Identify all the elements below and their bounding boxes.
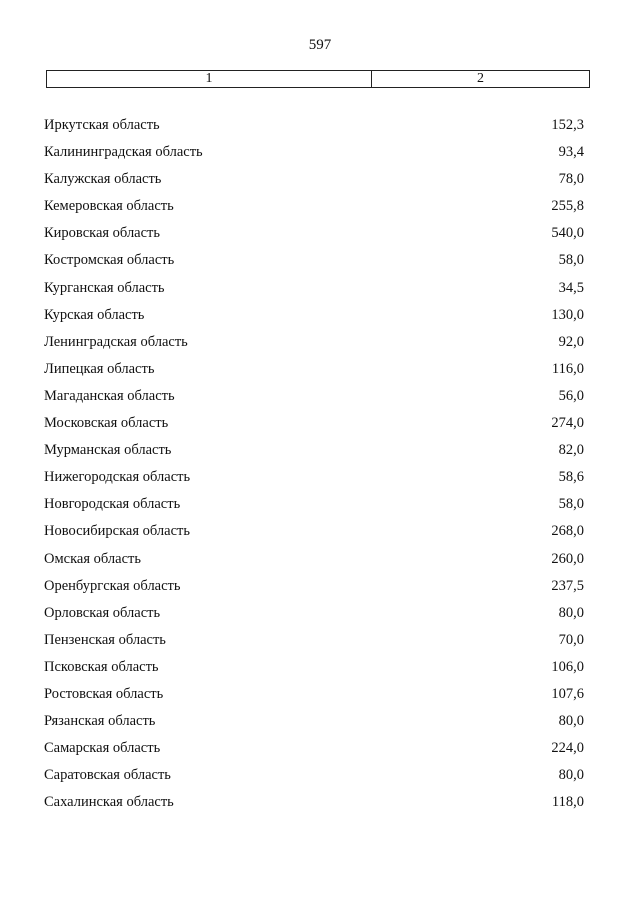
region-name: Ленинградская область bbox=[44, 333, 188, 350]
table-row bbox=[0, 413, 640, 440]
table-row bbox=[0, 684, 640, 711]
region-name: Курганская область bbox=[44, 279, 165, 296]
region-name: Иркутская область bbox=[44, 117, 160, 133]
column-1-number: 1 bbox=[47, 71, 372, 87]
table-row bbox=[0, 657, 640, 684]
region-name: Кемеровская область bbox=[44, 198, 174, 215]
region-value: 116,0 bbox=[551, 360, 584, 377]
region-value: 130,0 bbox=[551, 306, 584, 323]
region-name: Пензенская область bbox=[44, 631, 166, 648]
region-value: 80,0 bbox=[558, 604, 584, 621]
table-row bbox=[0, 630, 640, 657]
table-row bbox=[0, 494, 640, 521]
region-name: Самарская область bbox=[44, 740, 161, 757]
region-name: Оренбургская область bbox=[44, 577, 181, 594]
table-row bbox=[0, 603, 640, 630]
table-row bbox=[0, 521, 640, 548]
region-name: Мурманская область bbox=[44, 442, 172, 459]
table-row bbox=[0, 250, 640, 277]
region-value: 70,0 bbox=[558, 631, 584, 648]
region-value: 82,0 bbox=[558, 442, 584, 459]
column-2-number: 2 bbox=[477, 71, 484, 86]
region-value: 118,0 bbox=[551, 794, 584, 811]
table-row bbox=[0, 305, 640, 332]
table-row bbox=[0, 278, 640, 305]
region-value-list bbox=[0, 115, 640, 819]
region-name: Саратовская область bbox=[44, 767, 171, 784]
region-value: 260,0 bbox=[551, 550, 584, 567]
table-row bbox=[0, 115, 640, 142]
region-name: Псковская область bbox=[44, 658, 159, 675]
region-value: 34,5 bbox=[558, 279, 584, 296]
table-row bbox=[0, 169, 640, 196]
region-name: Кировская область bbox=[44, 225, 161, 242]
region-value: 58,0 bbox=[558, 252, 584, 269]
table-row bbox=[0, 142, 640, 169]
page-number: 597 bbox=[308, 37, 332, 53]
region-value: 93,4 bbox=[558, 144, 584, 161]
region-name: Курская область bbox=[44, 306, 145, 323]
region-value: 58,0 bbox=[558, 496, 584, 513]
region-value: 80,0 bbox=[558, 767, 584, 784]
table-row bbox=[0, 359, 640, 386]
table-row bbox=[0, 223, 640, 250]
region-name: Сахалинская область bbox=[44, 794, 174, 811]
region-name: Ростовская область bbox=[44, 685, 164, 702]
table-row bbox=[0, 576, 640, 603]
region-value: 80,0 bbox=[558, 713, 584, 730]
table-row bbox=[0, 467, 640, 494]
region-name: Магаданская область bbox=[44, 387, 175, 404]
region-value: 268,0 bbox=[551, 523, 584, 540]
region-name: Костромская область bbox=[44, 252, 175, 269]
region-name: Орловская область bbox=[44, 604, 161, 621]
table-row bbox=[0, 738, 640, 765]
region-name: Новгородская область bbox=[44, 496, 181, 513]
table-row bbox=[0, 711, 640, 738]
region-name: Калининградская область bbox=[44, 144, 203, 161]
table-row bbox=[0, 549, 640, 576]
table-row bbox=[0, 440, 640, 467]
column-number-header bbox=[46, 70, 590, 88]
region-value: 237,5 bbox=[551, 577, 584, 594]
region-name: Калужская область bbox=[44, 171, 162, 188]
region-value: 56,0 bbox=[558, 387, 584, 404]
region-value: 540,0 bbox=[551, 225, 584, 242]
region-name: Нижегородская область bbox=[44, 469, 191, 486]
region-name: Липецкая область bbox=[44, 360, 155, 377]
region-value: 224,0 bbox=[551, 740, 584, 757]
region-name: Рязанская область bbox=[44, 713, 156, 730]
region-name: Омская область bbox=[44, 550, 141, 567]
region-value: 58,6 bbox=[558, 469, 584, 486]
region-value: 107,6 bbox=[551, 685, 584, 702]
region-value: 106,0 bbox=[551, 658, 584, 675]
table-row bbox=[0, 386, 640, 413]
table-row bbox=[0, 332, 640, 359]
table-row bbox=[0, 792, 640, 819]
region-value: 255,8 bbox=[551, 198, 584, 215]
region-value: 274,0 bbox=[551, 415, 584, 432]
region-name: Московская область bbox=[44, 415, 169, 432]
table-row bbox=[0, 765, 640, 792]
region-name: Новосибирская область bbox=[44, 523, 190, 540]
region-value: 152,3 bbox=[551, 117, 584, 133]
region-value: 78,0 bbox=[558, 171, 584, 188]
table-row bbox=[0, 196, 640, 223]
region-value: 92,0 bbox=[558, 333, 584, 350]
